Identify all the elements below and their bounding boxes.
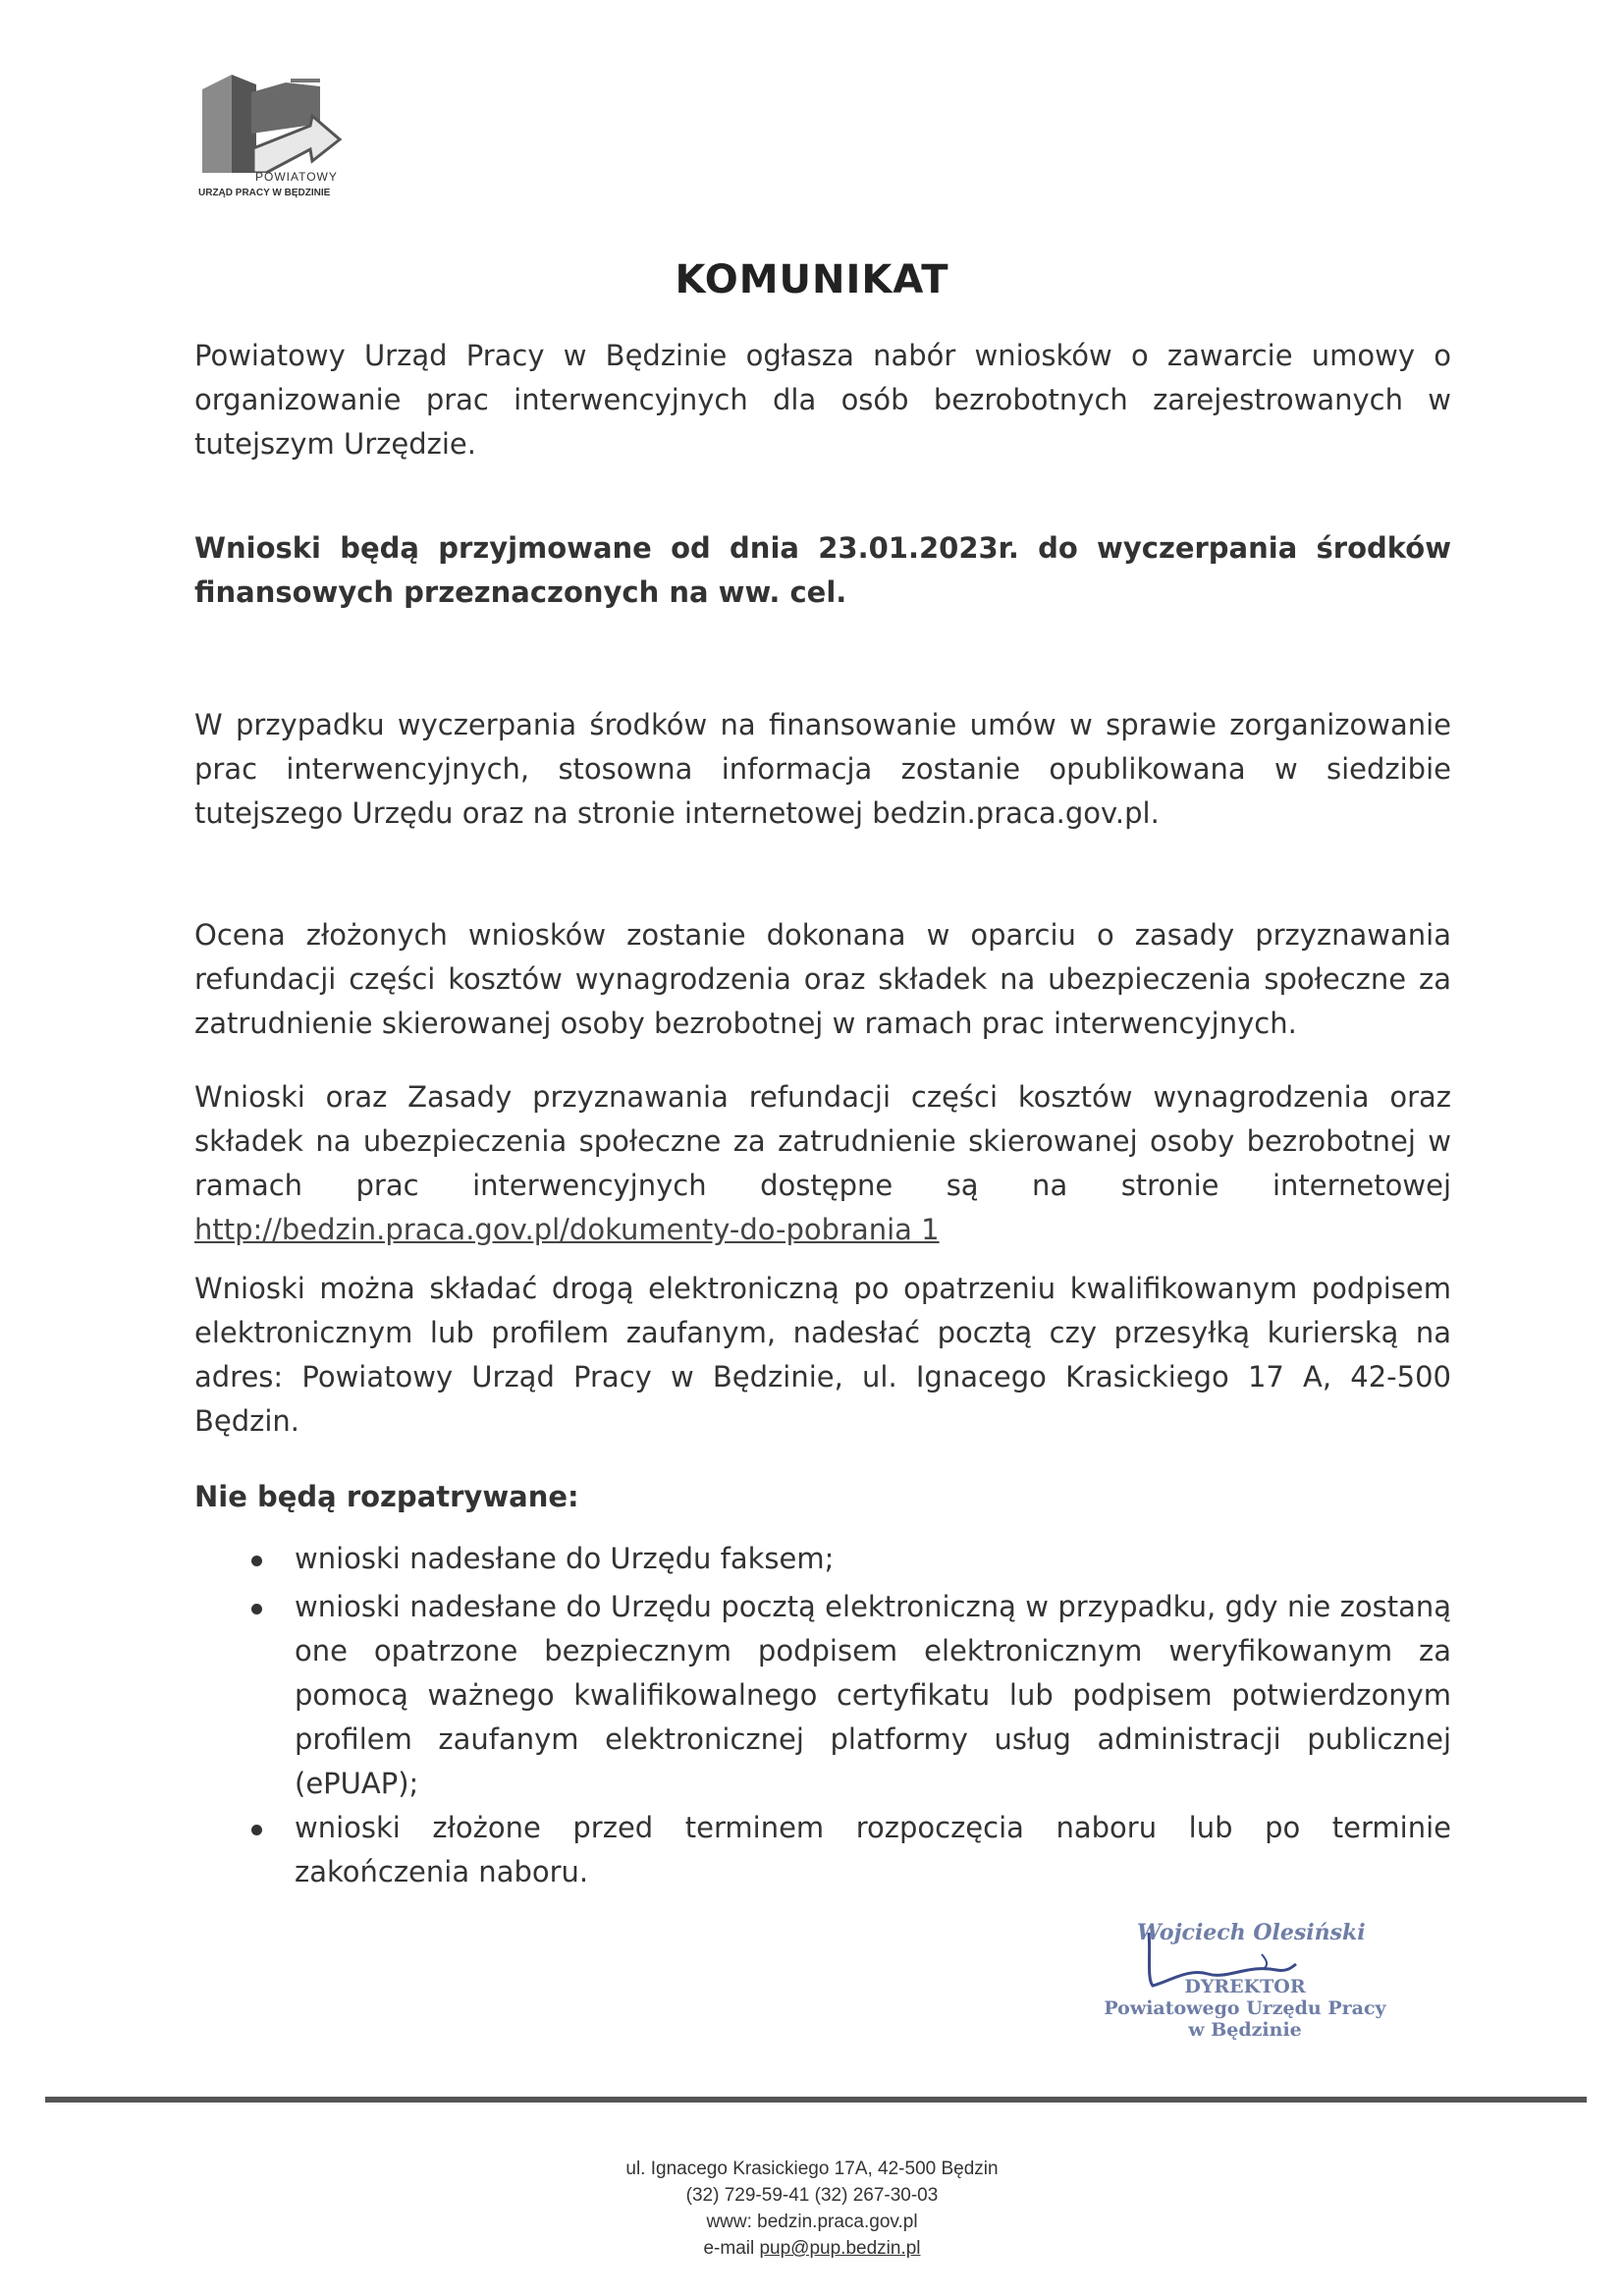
paragraph-funds-exhausted: W przypadku wyczerpania środków na finansowanie umów w sprawie zorganizowanie prac interwencyjnych, stosowna informacja zostanie opublikowana w siedzibie tutejszego Urzędu oraz na stronie internetowej bedzin.praca.gov.pl.: [194, 708, 1451, 830]
rejected-list: [226, 1537, 1451, 1894]
bullet-icon: [251, 1556, 262, 1566]
list-item: [226, 1585, 1451, 1806]
paragraph-evaluation: Ocena złożonych wniosków zostanie dokonana w oparciu o zasady przyznawania refundacji części kosztów wynagrodzenia oraz składek na ubezpieczenia społeczne za zatrudnienie skierowanej osoby bezrobotnej w ramach prac interwencyjnych.: [194, 918, 1451, 1040]
office-logo: [192, 65, 350, 212]
footer-address: ul. Ignacego Krasickiego 17A, 42-500 Będzin: [625, 2159, 999, 2179]
logo-text-bottom: URZĄD PRACY W BĘDZINIE: [198, 188, 331, 198]
paragraph-documents-text: Wnioski oraz Zasady przyznawania refundacji części kosztów wynagrodzenia oraz składek na ubezpieczenia społeczne za zatrudnienie skierowanej osoby bezrobotnej w ramach prac interwencyjnych dostępne są na stronie internetowej: [194, 1080, 1451, 1202]
list-item-text: wnioski złożone przed terminem rozpoczęcia naboru lub po terminie zakończenia naboru.: [295, 1811, 1451, 1888]
footer-email-label: e-mail: [703, 2238, 760, 2259]
paragraph-intro: Powiatowy Urząd Pracy w Będzinie ogłasza nabór wniosków o zawarcie umowy o organizowanie prac interwencyjnych dla osób bezrobotnych zarejestrowanych w tutejszym Urzędzie.: [194, 339, 1451, 461]
footer-divider: [45, 2097, 1587, 2103]
footer-email-link[interactable]: pup@pup.bedzin.pl: [759, 2238, 921, 2259]
list-item: [226, 1537, 1451, 1581]
list-item-text: wnioski nadesłane do Urzędu pocztą elektroniczną w przypadku, gdy nie zostaną one opatrzone bezpiecznym podpisem elektronicznym weryfikowanym za pomocą ważnego kwalifikowalnego certyfikatu lub podpisem potwierdzonym profilem zaufanym elektronicznej platformy usług administracji publicznej (ePUAP);: [295, 1590, 1451, 1800]
logo-text-top: POWIATOWY: [255, 170, 338, 184]
stamp-office-line2: w Będzinie: [1188, 2019, 1302, 2041]
list-item: [226, 1806, 1451, 1894]
footer-contact: [0, 2156, 1624, 2262]
footer-phones: (32) 729-59-41 (32) 267-30-03: [685, 2185, 939, 2206]
documents-link[interactable]: http://bedzin.praca.gov.pl/dokumenty-do-pobrania 1: [194, 1213, 940, 1246]
stamp-office-line1: Powiatowego Urzędu Pracy: [1104, 1997, 1386, 2019]
stamp-title: DYREKTOR: [1184, 1976, 1306, 1997]
paragraph-documents: [194, 1075, 1451, 1252]
bullet-icon: [251, 1604, 262, 1614]
building-logo-icon: [192, 65, 350, 173]
paragraph-submission: Wnioski można składać drogą elektroniczną po opatrzeniu kwalifikowanym podpisem elektronicznym lub profilem zaufanym, nadesłać pocztą czy przesyłką kurierską na adres: Powiatowy Urząd Pracy w Będzinie, ul. Ignacego Krasickiego 17 A, 42-500 Będzin.: [194, 1272, 1451, 1438]
rejected-heading: Nie będą rozpatrywane:: [194, 1480, 579, 1513]
list-item-text: wnioski nadesłane do Urzędu faksem;: [295, 1542, 835, 1575]
signatory-name: Wojciech Olesiński: [1137, 1920, 1366, 1945]
footer-www: www: bedzin.praca.gov.pl: [706, 2212, 918, 2232]
bullet-icon: [251, 1825, 262, 1835]
signature-stamp: [1098, 1976, 1392, 2041]
footer-email-row: [0, 2235, 1624, 2262]
paragraph-deadline: Wnioski będą przyjmowane od dnia 23.01.2023r. do wyczerpania środków finansowych przeznaczonych na ww. cel.: [194, 531, 1451, 609]
document-title: KOMUNIKAT: [675, 257, 949, 302]
